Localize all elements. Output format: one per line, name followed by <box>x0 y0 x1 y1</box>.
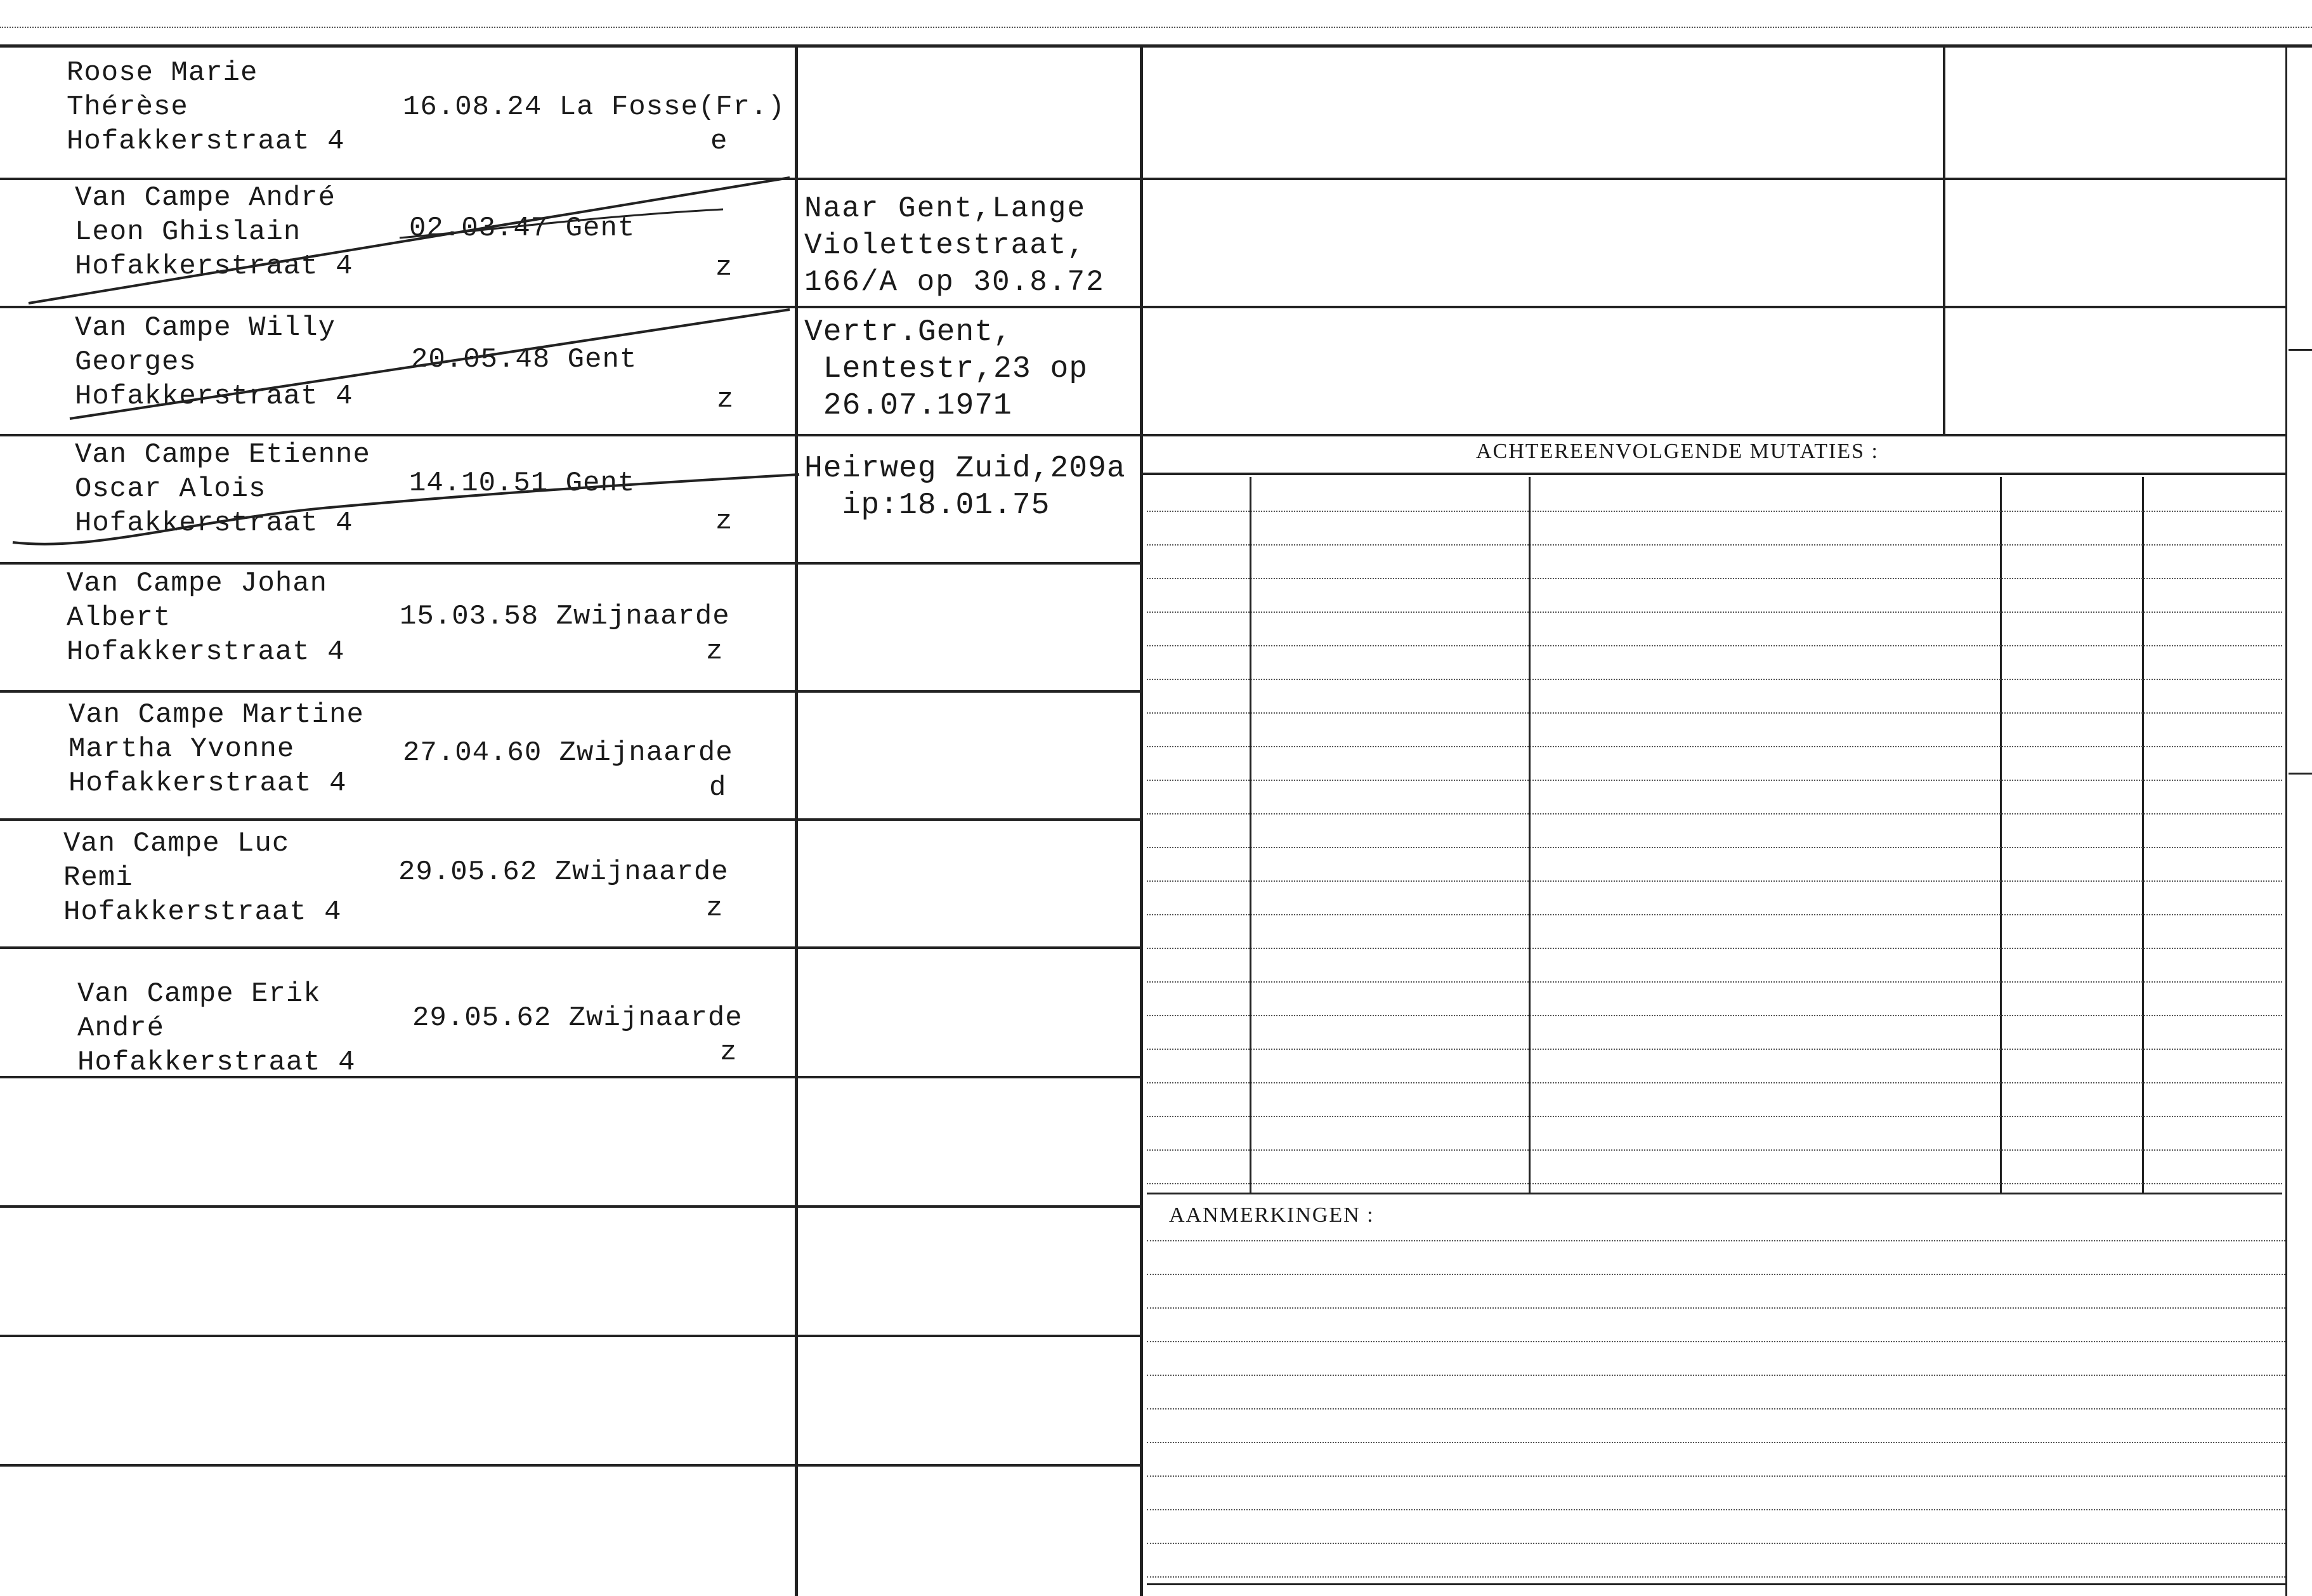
entry-date: 16.08.24 <box>403 91 542 123</box>
entry-address: Hofakkerstraat 4 <box>75 507 353 539</box>
entry-name: Van Campe Erik <box>77 978 321 1010</box>
entry-date: 15.03.58 <box>400 601 539 632</box>
entry-place: Gent <box>565 468 636 499</box>
top-border-faint <box>0 27 2312 28</box>
entry-birth <box>412 1001 743 1035</box>
row-line <box>0 178 795 180</box>
mutations-row-line <box>1147 511 2282 512</box>
row-line <box>798 690 1140 693</box>
mutations-row-line <box>1147 645 2282 646</box>
entry-name: Van Campe Willy <box>75 312 336 344</box>
mutations-row-line <box>1147 712 2282 714</box>
row-line <box>0 306 795 308</box>
mutations-row-line <box>1147 914 2282 915</box>
remarks-row-line <box>1147 1576 2285 1578</box>
entry-name-block <box>69 698 364 801</box>
mutations-bottom-line <box>1147 1193 2282 1194</box>
mutations-row-line <box>1147 813 2282 814</box>
row-line <box>0 1335 795 1337</box>
entry-given: Thérèse <box>67 91 188 123</box>
row-line <box>798 1076 1140 1078</box>
entry-address: Hofakkerstraat 4 <box>67 636 345 668</box>
mutations-row-line <box>1147 612 2282 613</box>
row-line <box>0 1464 795 1467</box>
note-line: 166/A op 30.8.72 <box>804 266 1105 299</box>
entry-code: z <box>715 506 733 537</box>
entry-given: Albert <box>67 602 171 634</box>
note-line: Heirweg Zuid,209a <box>804 452 1126 486</box>
entry-date: 29.05.62 <box>398 856 538 888</box>
mutations-column-line <box>1250 477 1251 1193</box>
mutations-row-line <box>1147 981 2282 983</box>
row-line <box>1143 306 2285 308</box>
row-line <box>798 1335 1140 1337</box>
remarks-row-line <box>1147 1240 2285 1241</box>
divider-right <box>1943 48 1945 435</box>
entry-name: Van Campe Johan <box>67 568 328 599</box>
remarks-row-line <box>1147 1408 2285 1410</box>
entry-birth <box>398 855 729 889</box>
entry-given: André <box>77 1012 165 1044</box>
entry-place: Gent <box>565 213 636 244</box>
mutations-row-line <box>1147 1183 2282 1184</box>
remarks-row-line <box>1147 1307 2285 1309</box>
entry-birth <box>400 599 730 634</box>
entry-address: Hofakkerstraat 4 <box>67 126 345 157</box>
entry-name: Van Campe Martine <box>69 699 364 731</box>
mutations-row-line <box>1147 1015 2282 1016</box>
remarks-row-line <box>1147 1341 2285 1342</box>
entry-name: Roose Marie <box>67 57 258 89</box>
mutations-row-line <box>1147 780 2282 781</box>
entry-date: 14.10.51 <box>409 468 549 499</box>
mutations-row-line <box>1147 1082 2282 1083</box>
entry-name-block <box>75 181 353 284</box>
row-line <box>0 562 795 565</box>
entry-name: Van Campe Luc <box>63 828 290 860</box>
divider-far-right <box>2285 48 2287 1596</box>
note-line: Violettestraat, <box>804 229 1087 262</box>
row-line <box>0 690 795 693</box>
mutations-row-line <box>1147 847 2282 848</box>
row-line <box>0 818 795 821</box>
entry-code: z <box>715 252 733 284</box>
entry-given: Oscar Alois <box>75 473 266 505</box>
relocation-note <box>804 314 1088 424</box>
note-line: Vertr.Gent, <box>804 315 1012 350</box>
remarks-row-line <box>1147 1375 2285 1376</box>
entry-name-block <box>67 56 344 159</box>
row-line <box>798 1464 1140 1467</box>
entry-code: d <box>709 772 727 804</box>
entry-name: Van Campe Etienne <box>75 439 370 471</box>
note-line: Naar Gent,Lange <box>804 192 1087 225</box>
mutations-row-line <box>1147 746 2282 747</box>
mutations-row-line <box>1147 948 2282 949</box>
entry-date: 20.05.48 <box>411 344 551 376</box>
remarks-heading: AANMERKINGEN : <box>1169 1203 1375 1227</box>
entry-given: Martha Yvonne <box>69 733 295 765</box>
entry-address: Hofakkerstraat 4 <box>75 251 353 282</box>
top-border <box>0 44 2312 48</box>
mutations-row-line <box>1147 1149 2282 1151</box>
entry-code: z <box>706 893 724 924</box>
entry-date: 02.03.47 <box>409 213 549 244</box>
mutations-column-line <box>2142 477 2144 1193</box>
mutations-row-line <box>1147 578 2282 579</box>
entry-place: Zwijnaarde <box>568 1002 743 1034</box>
entry-address: Hofakkerstraat 4 <box>69 768 347 799</box>
relocation-note <box>804 450 1126 524</box>
entry-code: z <box>720 1037 738 1068</box>
row-line <box>798 1205 1140 1208</box>
entry-code: z <box>717 384 735 415</box>
note-line: ip:18.01.75 <box>804 488 1050 523</box>
note-line: Lentestr,23 op <box>804 352 1088 386</box>
edge-mark-1 <box>2289 349 2312 351</box>
mutations-row-line <box>1147 880 2282 882</box>
entry-birth <box>403 736 733 770</box>
entry-place: Zwijnaarde <box>559 737 733 769</box>
remarks-row-line <box>1147 1442 2285 1443</box>
entry-address: Hofakkerstraat 4 <box>77 1047 356 1078</box>
entry-name-block <box>77 977 355 1080</box>
entry-given: Leon Ghislain <box>75 216 301 248</box>
entry-birth <box>411 343 637 377</box>
entry-name: Van Campe André <box>75 182 336 214</box>
entry-birth <box>409 211 635 245</box>
relocation-note <box>804 190 1105 301</box>
mutations-column-line <box>1529 477 1531 1193</box>
row-line <box>798 306 1140 308</box>
entry-birth <box>409 466 635 500</box>
entry-place: Gent <box>567 344 637 376</box>
row-line <box>798 434 1140 436</box>
row-line <box>1143 434 2285 436</box>
mutations-heading: ACHTEREENVOLGENDE MUTATIES : <box>1476 440 1879 463</box>
remarks-row-line <box>1147 1509 2285 1510</box>
entry-address: Hofakkerstraat 4 <box>75 381 353 412</box>
row-line <box>0 434 795 436</box>
divider-middle <box>1140 48 1143 1596</box>
entry-name-block <box>63 827 341 929</box>
entry-name-block <box>75 438 370 540</box>
row-line <box>1143 178 2285 180</box>
entry-code: e <box>710 126 728 157</box>
note-line: 26.07.1971 <box>804 389 1012 423</box>
entry-given: Georges <box>75 346 197 378</box>
entry-address: Hofakkerstraat 4 <box>63 896 342 928</box>
entry-birth <box>403 90 785 124</box>
remarks-row-line <box>1147 1543 2285 1544</box>
remarks-row-line <box>1147 1475 2285 1477</box>
mutations-row-line <box>1147 1116 2282 1117</box>
row-line <box>798 178 1140 180</box>
row-line <box>798 818 1140 821</box>
remarks-row-line <box>1147 1274 2285 1275</box>
entry-place: La Fosse(Fr.) <box>559 91 785 123</box>
mutations-row-line <box>1147 1049 2282 1050</box>
mutations-row-line <box>1147 544 2282 546</box>
edge-mark-2 <box>2289 773 2312 775</box>
row-line <box>0 946 795 949</box>
divider-left <box>795 48 798 1596</box>
row-line <box>798 946 1140 949</box>
entry-name-block <box>67 566 344 669</box>
entry-date: 29.05.62 <box>412 1002 552 1034</box>
entry-date: 27.04.60 <box>403 737 542 769</box>
entry-place: Zwijnaarde <box>554 856 729 888</box>
mutations-row-line <box>1147 679 2282 680</box>
entry-given: Remi <box>63 862 133 894</box>
row-line <box>0 1205 795 1208</box>
remarks-bottom-line <box>1147 1583 2285 1585</box>
entry-code: z <box>706 636 724 667</box>
entry-name-block <box>75 311 353 414</box>
mutations-top-line <box>1142 473 2285 475</box>
entry-place: Zwijnaarde <box>556 601 730 632</box>
row-line <box>798 562 1140 565</box>
mutations-column-line <box>2000 477 2002 1193</box>
